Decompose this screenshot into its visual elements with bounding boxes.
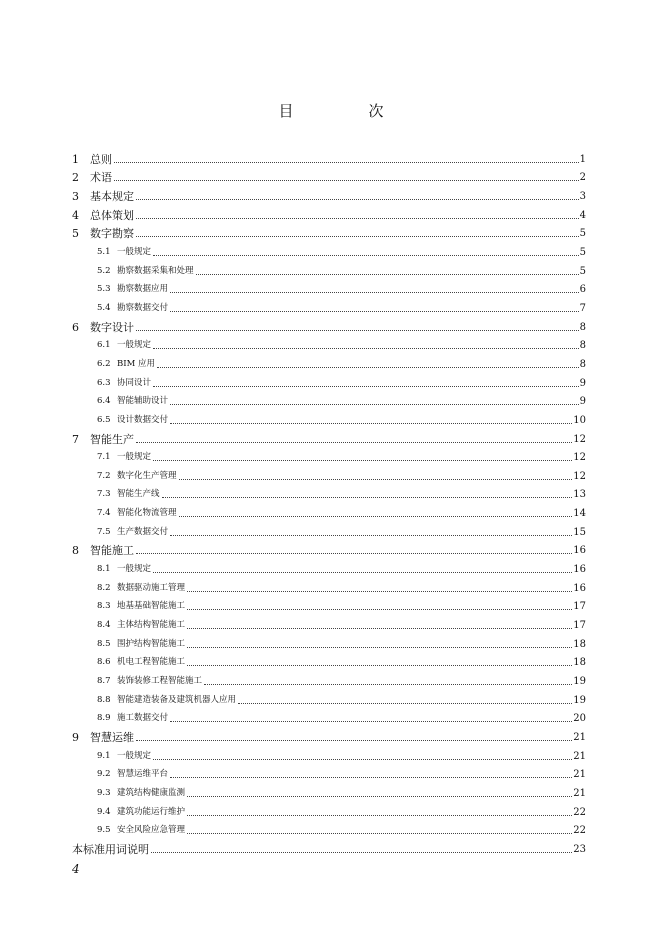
toc-entry-number: 8.8 xyxy=(97,694,111,705)
dot-leader xyxy=(153,386,579,387)
dot-leader xyxy=(136,218,579,219)
toc-entry-page: 3 xyxy=(579,190,586,202)
toc-entry-label: 数字设计 xyxy=(90,320,134,334)
toc-entry-number: 9.4 xyxy=(97,806,111,817)
toc-entry-number: 7.5 xyxy=(97,526,111,537)
toc-entry-number: 3 xyxy=(72,189,79,203)
toc-entry-page: 5 xyxy=(579,246,586,258)
toc-entry-page: 12 xyxy=(573,452,586,464)
dot-leader xyxy=(187,665,572,666)
dot-leader xyxy=(187,609,572,610)
toc-entry-label: 智能化物流管理 xyxy=(117,508,177,519)
toc-entry[interactable] xyxy=(72,632,586,651)
dot-leader xyxy=(136,442,572,443)
toc-entry-label: 一般规定 xyxy=(117,246,152,257)
toc-entry-page: 8 xyxy=(579,321,586,333)
table-of-contents xyxy=(72,147,586,856)
toc-entry[interactable] xyxy=(72,800,586,819)
toc-entry-page: 14 xyxy=(573,508,586,520)
dot-leader xyxy=(179,516,573,517)
toc-entry-label: 建筑结构健康监测 xyxy=(117,787,186,798)
toc-entry-page: 8 xyxy=(579,358,586,370)
toc-entry-number: 6.3 xyxy=(97,377,111,388)
toc-entry-label: 机电工程智能施工 xyxy=(117,657,186,668)
dot-leader xyxy=(170,404,579,405)
toc-entry-page: 12 xyxy=(573,433,586,445)
toc-entry[interactable] xyxy=(72,390,586,409)
toc-entry-number: 8.2 xyxy=(97,582,111,593)
toc-entry-label: 勘察数据应用 xyxy=(117,284,169,295)
toc-entry-label: 总则 xyxy=(90,152,112,166)
toc-entry-number: 8.1 xyxy=(97,564,111,575)
toc-entry-number: 8.3 xyxy=(97,601,111,612)
toc-entry-number: 8.4 xyxy=(97,620,111,631)
toc-entry-page: 20 xyxy=(573,713,586,725)
dot-leader xyxy=(162,497,573,498)
toc-entry-label: 地基基础智能施工 xyxy=(117,601,186,612)
dot-leader xyxy=(136,740,572,741)
dot-leader xyxy=(187,628,572,629)
toc-entry-number: 9 xyxy=(72,731,79,744)
dot-leader xyxy=(170,535,572,536)
toc-entry-label: 本标准用词说明 xyxy=(72,842,149,856)
dot-leader xyxy=(151,852,572,853)
toc-entry[interactable] xyxy=(72,166,586,185)
toc-entry[interactable] xyxy=(72,352,586,371)
dot-leader xyxy=(238,703,572,704)
dot-leader xyxy=(187,591,572,592)
toc-entry[interactable] xyxy=(72,203,586,222)
toc-entry[interactable] xyxy=(72,613,586,632)
dot-leader xyxy=(179,479,573,480)
toc-entry[interactable] xyxy=(72,595,586,614)
dot-leader xyxy=(136,199,579,200)
toc-entry-page: 19 xyxy=(573,676,586,688)
toc-entry-page: 18 xyxy=(573,657,586,669)
dot-leader xyxy=(153,759,572,760)
toc-entry-number: 8.6 xyxy=(97,657,111,668)
toc-entry-number: 8.9 xyxy=(97,713,111,724)
toc-entry-label: 数字化生产管理 xyxy=(117,470,177,481)
toc-entry-page: 4 xyxy=(579,209,586,221)
toc-entry[interactable] xyxy=(72,744,586,763)
toc-entry-page: 23 xyxy=(573,843,586,855)
toc-entry-page: 15 xyxy=(573,526,586,538)
toc-entry-label: 安全风险应急管理 xyxy=(117,825,186,836)
toc-entry-page: 21 xyxy=(573,787,586,799)
toc-entry[interactable] xyxy=(72,501,586,520)
toc-entry-number: 5.4 xyxy=(97,302,111,313)
page-number: 4 xyxy=(72,862,80,876)
toc-entry-number: 8.5 xyxy=(97,638,111,649)
toc-entry-page: 16 xyxy=(573,582,586,594)
toc-entry-number: 9.5 xyxy=(97,825,111,836)
toc-entry-number: 9.2 xyxy=(97,769,111,780)
toc-entry-number: 7.1 xyxy=(97,452,111,463)
toc-entry-number: 7.4 xyxy=(97,508,111,519)
toc-entry-page: 21 xyxy=(573,750,586,762)
toc-entry-label: 数据驱动施工管理 xyxy=(117,582,186,593)
toc-entry-page: 16 xyxy=(573,564,586,576)
toc-entry[interactable] xyxy=(72,278,586,297)
toc-entry-page: 7 xyxy=(579,302,586,314)
toc-entry-page: 8 xyxy=(579,340,586,352)
toc-entry-number: 6.1 xyxy=(97,340,111,351)
dot-leader xyxy=(114,162,579,163)
dot-leader xyxy=(170,311,579,312)
toc-entry-number: 5.1 xyxy=(97,246,111,257)
dot-leader xyxy=(187,833,572,834)
toc-entry[interactable] xyxy=(72,427,586,446)
toc-entry-page: 18 xyxy=(573,638,586,650)
toc-entry[interactable] xyxy=(72,296,586,315)
toc-entry[interactable] xyxy=(72,483,586,502)
toc-entry[interactable] xyxy=(72,446,586,465)
toc-entry[interactable] xyxy=(72,781,586,800)
toc-entry-label: BIM 应用 xyxy=(117,358,156,369)
toc-entry-number: 7.2 xyxy=(97,470,111,481)
toc-entry-page: 2 xyxy=(579,172,586,184)
toc-entry-page: 13 xyxy=(573,489,586,501)
toc-entry-label: 设计数据交付 xyxy=(117,414,169,425)
dot-leader xyxy=(153,255,579,256)
toc-entry-label: 智能生产线 xyxy=(117,489,160,500)
toc-entry-label: 一般规定 xyxy=(117,452,152,463)
toc-entry-page: 12 xyxy=(573,470,586,482)
toc-entry[interactable] xyxy=(72,669,586,688)
dot-leader xyxy=(204,684,572,685)
toc-entry[interactable] xyxy=(72,763,586,782)
toc-entry-page: 1 xyxy=(579,153,586,165)
toc-entry-number: 6 xyxy=(72,320,79,334)
toc-entry-label: 智能施工 xyxy=(90,544,134,558)
toc-entry[interactable] xyxy=(72,837,586,856)
dot-leader xyxy=(187,647,572,648)
toc-entry-label: 智能辅助设计 xyxy=(117,396,169,407)
toc-entry-page: 9 xyxy=(579,396,586,408)
toc-entry-number: 1 xyxy=(72,152,79,166)
toc-entry-page: 5 xyxy=(579,265,586,277)
toc-entry-label: 一般规定 xyxy=(117,750,152,761)
toc-entry-label: 协同设计 xyxy=(117,377,152,388)
dot-leader xyxy=(170,423,572,424)
toc-entry[interactable] xyxy=(72,315,586,334)
toc-entry-number: 7.3 xyxy=(97,489,111,500)
dot-leader xyxy=(136,236,579,237)
toc-entry[interactable] xyxy=(72,240,586,259)
toc-entry[interactable] xyxy=(72,408,586,427)
toc-entry-page: 17 xyxy=(573,601,586,613)
toc-entry[interactable] xyxy=(72,688,586,707)
toc-entry-label: 总体策划 xyxy=(90,208,134,222)
toc-entry-label: 智慧运维 xyxy=(90,731,134,744)
toc-entry[interactable] xyxy=(72,557,586,576)
toc-entry-label: 智能建造装备及建筑机器人应用 xyxy=(117,694,237,705)
toc-entry-page: 17 xyxy=(573,620,586,632)
toc-entry[interactable] xyxy=(72,184,586,203)
dot-leader xyxy=(136,330,579,331)
toc-entry[interactable] xyxy=(72,576,586,595)
dot-leader xyxy=(136,553,572,554)
dot-leader xyxy=(187,796,572,797)
dot-leader xyxy=(196,274,579,275)
toc-entry-label: 智能生产 xyxy=(90,432,134,446)
toc-entry-label: 一般规定 xyxy=(117,340,152,351)
toc-entry-label: 术语 xyxy=(90,171,112,185)
toc-entry[interactable] xyxy=(72,819,586,838)
toc-entry-number: 7 xyxy=(72,432,79,446)
toc-entry[interactable] xyxy=(72,222,586,241)
toc-entry-label: 生产数据交付 xyxy=(117,526,169,537)
dot-leader xyxy=(153,572,572,573)
toc-entry-page: 21 xyxy=(573,732,586,743)
toc-entry[interactable] xyxy=(72,259,586,278)
toc-entry-number: 5.3 xyxy=(97,284,111,295)
toc-entry-number: 8.7 xyxy=(97,676,111,687)
toc-entry-number: 4 xyxy=(72,208,79,222)
dot-leader xyxy=(170,721,572,722)
dot-leader xyxy=(157,367,579,368)
toc-entry-label: 主体结构智能施工 xyxy=(117,620,186,631)
toc-entry-number: 8 xyxy=(72,544,79,558)
toc-entry[interactable] xyxy=(72,520,586,539)
toc-entry-page: 22 xyxy=(573,825,586,837)
toc-entry-label: 基本规定 xyxy=(90,189,134,203)
toc-entry-page: 21 xyxy=(573,769,586,781)
toc-entry-page: 19 xyxy=(573,694,586,706)
toc-entry-page: 6 xyxy=(579,284,586,296)
toc-entry[interactable] xyxy=(72,371,586,390)
toc-entry[interactable] xyxy=(72,147,586,166)
toc-entry-number: 6.2 xyxy=(97,358,111,369)
toc-entry-page: 16 xyxy=(573,545,586,557)
toc-entry-label: 数字勘察 xyxy=(90,227,134,241)
toc-entry-number: 6.5 xyxy=(97,414,111,425)
toc-entry-page: 10 xyxy=(573,414,586,426)
dot-leader xyxy=(170,777,572,778)
toc-entry[interactable] xyxy=(72,464,586,483)
toc-entry-number: 9.3 xyxy=(97,787,111,798)
toc-entry-number: 5 xyxy=(72,227,79,241)
toc-entry-page: 22 xyxy=(573,806,586,818)
toc-entry-number: 5.2 xyxy=(97,265,111,276)
toc-entry-label: 智慧运维平台 xyxy=(117,769,169,780)
toc-entry-label: 勘察数据采集和处理 xyxy=(117,265,194,276)
toc-entry-number: 6.4 xyxy=(97,396,111,407)
dot-leader xyxy=(153,348,579,349)
page-title: 目 次 xyxy=(278,102,414,120)
toc-entry[interactable] xyxy=(72,334,586,353)
toc-entry[interactable] xyxy=(72,539,586,558)
dot-leader xyxy=(114,180,579,181)
toc-entry-label: 装饰装修工程智能施工 xyxy=(117,676,203,687)
dot-leader xyxy=(170,292,579,293)
toc-entry[interactable] xyxy=(72,725,586,744)
toc-entry-page: 5 xyxy=(579,228,586,240)
toc-entry-page: 9 xyxy=(579,377,586,389)
toc-entry-label: 建筑功能运行维护 xyxy=(117,806,186,817)
toc-entry[interactable] xyxy=(72,651,586,670)
toc-entry-number: 2 xyxy=(72,171,79,185)
dot-leader xyxy=(187,815,572,816)
toc-entry-number: 9.1 xyxy=(97,750,111,761)
dot-leader xyxy=(153,460,572,461)
toc-entry-label: 勘察数据交付 xyxy=(117,302,169,313)
toc-entry-label: 围护结构智能施工 xyxy=(117,638,186,649)
toc-entry-label: 施工数据交付 xyxy=(117,713,169,724)
toc-entry[interactable] xyxy=(72,707,586,726)
toc-entry-label: 一般规定 xyxy=(117,564,152,575)
